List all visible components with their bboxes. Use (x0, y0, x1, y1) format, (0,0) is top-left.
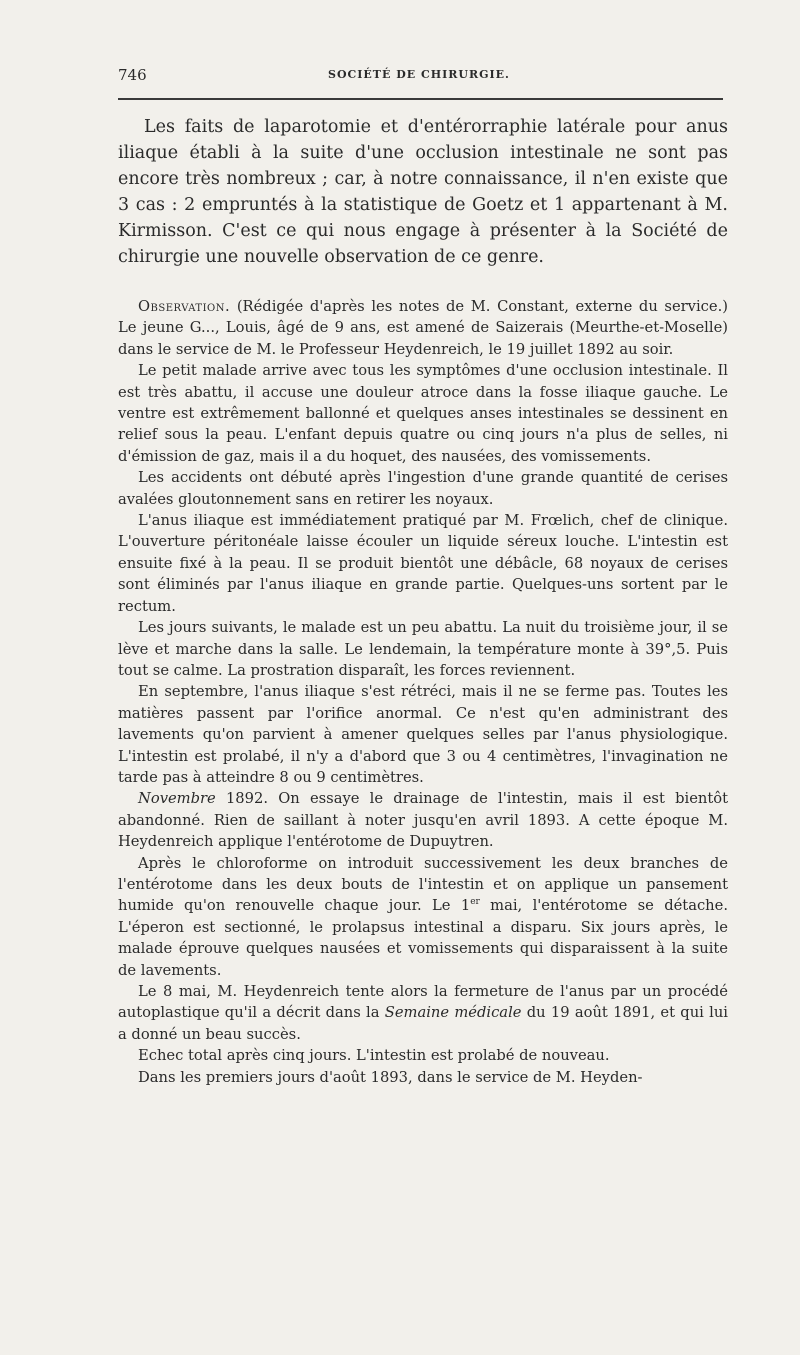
month-novembre: Novembre (138, 790, 216, 808)
running-head (118, 66, 723, 92)
observation-paragraph-9 (118, 981, 728, 1045)
observation-label: Observation. (138, 298, 231, 315)
observation-paragraph-1 (118, 296, 728, 360)
ordinal-superscript: er (470, 897, 480, 908)
observation-paragraph-10: Echec total après cinq jours. L'intestin est prolabé de nouveau. (138, 1047, 610, 1065)
observation-section (118, 296, 728, 1088)
observation-p9-text-a: Le 8 mai, M. Heydenreich tente alors la fermeture de l'anus par un procédé autoplastique qu'il a décrit dans la (118, 983, 728, 1022)
observation-paragraph-5: Les jours suivants, le malade est un peu abattu. La nuit du troisième jour, il se lève et marche dans la salle. Le lendemain, la température monte à 39°,5. Puis tout se calme. La prostration disparaît, les forces reviennent. (118, 619, 728, 679)
observation-paragraph-3: Les accidents ont débuté après l'ingestion d'une grande quantité de cerises avalées gloutonnement sans en retirer les noyaux. (118, 469, 728, 508)
observation-paragraph-8 (118, 853, 728, 981)
observation-p7-text: 1892. On essaye le drainage de l'intestin, mais il est bientôt abandonné. Rien de saillant à noter jusqu'en avril 1893. A cette époque M. Heydenreich applique l'entérotome de Dupuytren. (118, 790, 728, 851)
observation-p9-text-b: du 19 août 1891, et qui lui a donné un beau succès. (118, 1004, 729, 1043)
intro-section (118, 114, 728, 270)
journal-title: Semaine médicale (384, 1004, 522, 1022)
page-number: 746 (118, 66, 147, 84)
observation-paragraph-7 (118, 788, 728, 852)
observation-paragraph-11: Dans les premiers jours d'août 1893, dans le service de M. Heyden- (138, 1068, 643, 1086)
body-text (118, 114, 728, 1088)
observation-paragraph-2: Le petit malade arrive avec tous les symptômes d'une occlusion intestinale. Il est très abattu, il accuse une douleur atroce dans la fosse iliaque gauche. Le ventre est extrêmement ballonné et quelques anses intestinales se dessinent en relief sous la peau. L'enfant depuis quatre ou cinq jours n'a plus de selles, ni d'émission de gaz, mais il a du hoquet, des nausées, des vomissements. (118, 362, 728, 465)
intro-paragraph: Les faits de laparotomie et d'entérorraphie latérale pour anus iliaque établi à la suite d'une occlusion intestinale ne sont pas encore très nombreux ; car, à notre connaissance, il n'en existe que 3 cas : 2 empruntés à la statistique de Goetz et 1 appartenant à M. Kirmisson. C'est ce qui nous engage à présenter à la Société de chirurgie une nouvelle observation de ce genre. (118, 117, 728, 267)
running-title: SOCIÉTÉ DE CHIRURGIE. (328, 68, 510, 81)
observation-p8-text-a: Après le chloroforme on introduit successivement les deux branches de l'entérotome dans les deux bouts de l'intestin et on applique un pansement humide qu'on renouvelle chaque jour. Le 1 (118, 854, 728, 915)
header-rule (118, 98, 723, 100)
observation-paragraph-6: En septembre, l'anus iliaque s'est rétréci, mais il ne se ferme pas. Toutes les matières passent par l'orifice anormal. Ce n'est qu'en administrant des lavements qu'on parvient à amener quelques selles par l'anus physiologique. L'intestin est prolabé, il n'y a d'abord que 3 ou 4 centimètres, l'invagination ne tarde pas à atteindre 8 ou 9 centimètres. (118, 683, 728, 786)
observation-paragraph-4: L'anus iliaque est immédiatement pratiqué par M. Frœlich, chef de clinique. L'ouverture péritonéale laisse écouler un liquide séreux louche. L'intestin est ensuite fixé à la peau. Il se produit bientôt une débâcle, 68 noyaux de cerises sont éliminés par l'anus iliaque en grande partie. Quelques-uns sortent par le rectum. (118, 512, 728, 615)
observation-p8-text-b: mai, l'entérotome se détache. L'éperon est sectionné, le prolapsus intestinal a disparu. Six jours après, le malade éprouve quelques nausées et vomissements qui disparaissent à la suite de lavements. (118, 897, 728, 979)
observation-p1-text: (Rédigée d'après les notes de M. Constant, externe du service.) Le jeune G..., Louis, âgé de 9 ans, est amené de Saizerais (Meurthe-et-Moselle) dans le service de M. le Professeur Heydenreich, le 19 juillet 1892 au soir. (118, 298, 728, 358)
